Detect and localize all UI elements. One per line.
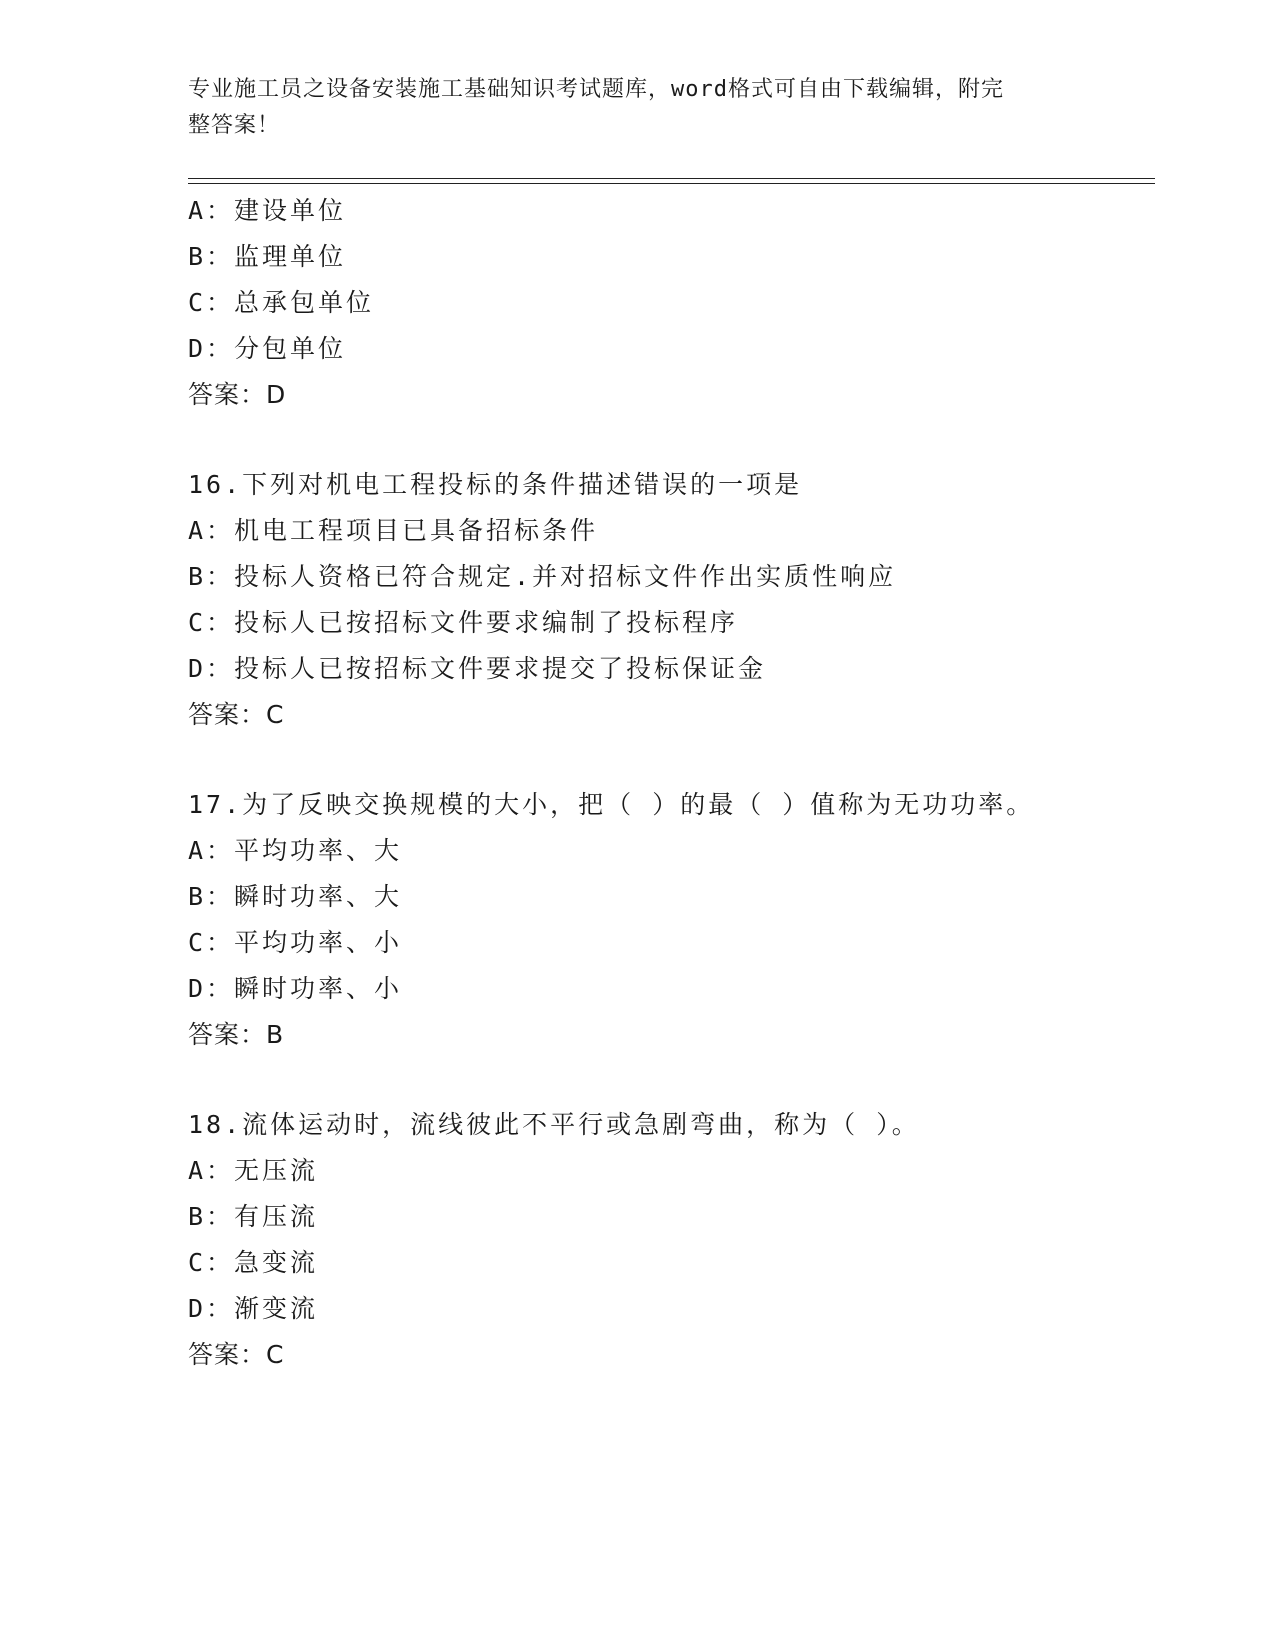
question-stem: 16.下列对机电工程投标的条件描述错误的一项是 [188,470,803,499]
question-list [188,188,1148,1378]
header-line-2: 整答案！ [188,113,281,138]
header-line-1: 专业施工员之设备安装施工基础知识考试题库，word格式可自由下载编辑，附完 [188,77,1004,102]
option-b: B：投标人资格已符合规定.并对招标文件作出实质性响应 [188,562,897,591]
question-block-17 [188,782,1148,1058]
question-block-18 [188,1102,1148,1378]
option-c: C：平均功率、小 [188,928,403,957]
option-d: D：瞬时功率、小 [188,974,403,1003]
option-a: A：无压流 [188,1156,319,1185]
question-stem: 17.为了反映交换规模的大小，把（ ）的最（ ）值称为无功功率。 [188,790,1035,819]
spacer [188,418,1148,462]
question-block-partial [188,188,1148,418]
spacer [188,1058,1148,1102]
header-divider-bottom [188,183,1155,184]
option-a: A：机电工程项目已具备招标条件 [188,516,599,545]
option-a: A：建设单位 [188,196,347,225]
option-c: C：投标人已按招标文件要求编制了投标程序 [188,608,739,637]
option-b: B：瞬时功率、大 [188,882,403,911]
option-d: D：分包单位 [188,334,347,363]
option-c: C：急变流 [188,1248,319,1277]
question-block-16 [188,462,1148,738]
spacer [188,738,1148,782]
document-header [188,72,1078,144]
option-b: B：有压流 [188,1202,319,1231]
option-a: A：平均功率、大 [188,836,403,865]
option-d: D：渐变流 [188,1294,319,1323]
option-c: C：总承包单位 [188,288,375,317]
question-stem: 18.流体运动时，流线彼此不平行或急剧弯曲，称为（ ）。 [188,1110,920,1139]
answer-line: 答案：C [188,700,285,729]
answer-line: 答案：C [188,1340,285,1369]
option-d: D：投标人已按招标文件要求提交了投标保证金 [188,654,767,683]
option-b: B：监理单位 [188,242,347,271]
header-divider-top [188,178,1155,179]
answer-line: 答案：B [188,1020,285,1049]
answer-line: 答案：D [188,380,287,409]
